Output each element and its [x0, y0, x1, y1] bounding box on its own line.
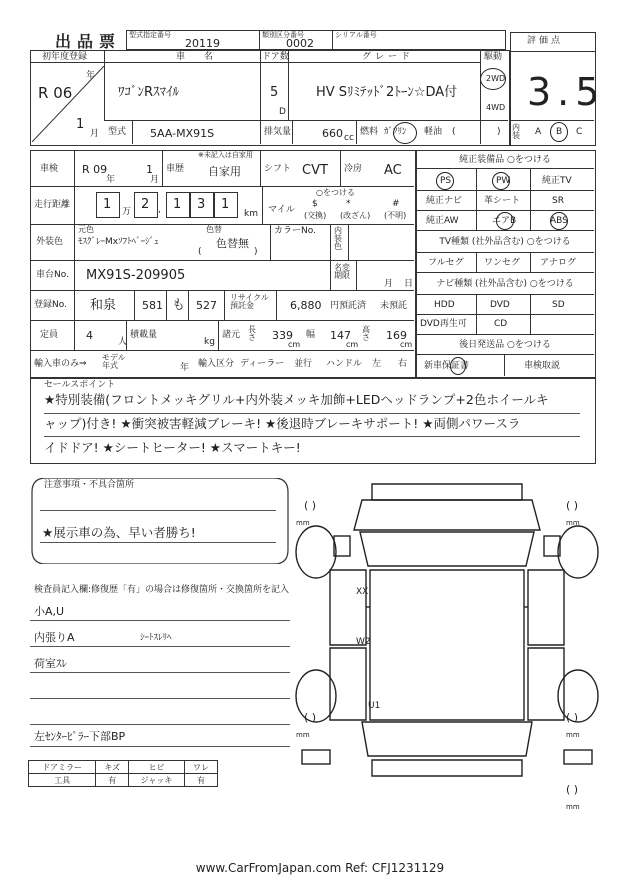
diagram-mark-u1: U1 [368, 701, 381, 711]
model-code: 5AA-MX91S [150, 127, 215, 140]
shift-type: CVT [302, 163, 328, 178]
displacement: 660 [322, 127, 343, 140]
fuel-gasoline-circle [393, 122, 417, 144]
usage-type: 自家用 [208, 165, 241, 178]
warranty-circle [450, 357, 466, 375]
inspector-line-5: 左ｾﾝﾀｰﾋﾟﾗｰ下部BP [34, 730, 126, 743]
inspection-month: 1 [146, 163, 153, 176]
sales-line-1: ★特別装備(フロントメッキグリル+内外装メッキ加飾+LEDヘッドランプ+2色ホイールキ [44, 392, 549, 407]
header-id-table: 型式指定番号 20119 類別区分番号 0002 シリアル番号 [126, 30, 506, 50]
first-reg-month: 1 [76, 117, 85, 132]
inspector-line-1: 小A,U [34, 605, 65, 618]
reg-number: 527 [196, 299, 217, 312]
car-body-diagram [290, 470, 600, 840]
category-number: 0002 [286, 37, 314, 50]
ps-circle [436, 172, 454, 190]
form-title: 出品票 [55, 32, 122, 51]
car-name: ﾜｺﾞﾝRｽﾏｲﾙ [118, 85, 180, 100]
diagram-mark-xx: XX [356, 587, 369, 597]
exterior-color: ﾓｽｸﾞﾚｰMxｿﾌﾄﾍﾞｰｼﾞｭ [78, 237, 159, 247]
reg-kana: も [172, 298, 186, 313]
capacity: 4 [86, 329, 93, 342]
model-designation-number: 20119 [185, 37, 220, 50]
tool-table: ドアミラー キズ ヒビ ワレ 工具 有 ジャッキ 有 [28, 760, 218, 787]
pw-circle [492, 172, 510, 190]
grade-score: 3.5 [527, 70, 606, 114]
first-reg-era: R 06 [38, 84, 73, 102]
height-value: 169 [386, 329, 407, 342]
notes-box [30, 478, 290, 564]
interior-grade-circle [550, 122, 568, 142]
sales-line-3: イドドア! ★シートヒーター! ★スマートキー! [44, 440, 301, 455]
sales-line-2: ャップ)付き! ★衝突被害軽減ブレーキ! ★後退時ブレーキサポート! ★両側パワースラ [44, 416, 521, 431]
drive-2wd-circle [480, 68, 506, 90]
inspection-era: R 09 [82, 163, 108, 176]
notes-text: ★展示車の為、早い者勝ち! [42, 525, 196, 540]
diagram-mark-w2: W2 [356, 637, 371, 647]
chassis-number: MX91S-209905 [86, 268, 186, 283]
grade-text: HV Sﾘﾐﾃｯﾄﾞ2ﾄｰﾝ☆DA付 [316, 85, 458, 100]
door-count: 5 [270, 85, 279, 100]
airbag-circle [496, 212, 514, 230]
recycle-amount: 6,880 [290, 299, 322, 312]
inspector-line-3: 荷室ｽﾚ [34, 657, 67, 670]
reg-area: 和泉 [90, 298, 117, 313]
grade-score-box: 評価点 3.5 [510, 32, 596, 146]
length-value: 339 [272, 329, 293, 342]
mileage-digits: 1 万 2 , 1 3 1 [96, 192, 256, 218]
color-change: 色替無 [216, 237, 249, 250]
abs-circle [550, 212, 568, 230]
footer-watermark: www.CarFromJapan.com Ref: CFJ1231129 [195, 861, 445, 875]
reg-class: 581 [142, 299, 163, 312]
ac-type: AC [384, 163, 402, 178]
inspector-line-2: 内張りA [34, 631, 75, 644]
width-value: 147 [330, 329, 351, 342]
